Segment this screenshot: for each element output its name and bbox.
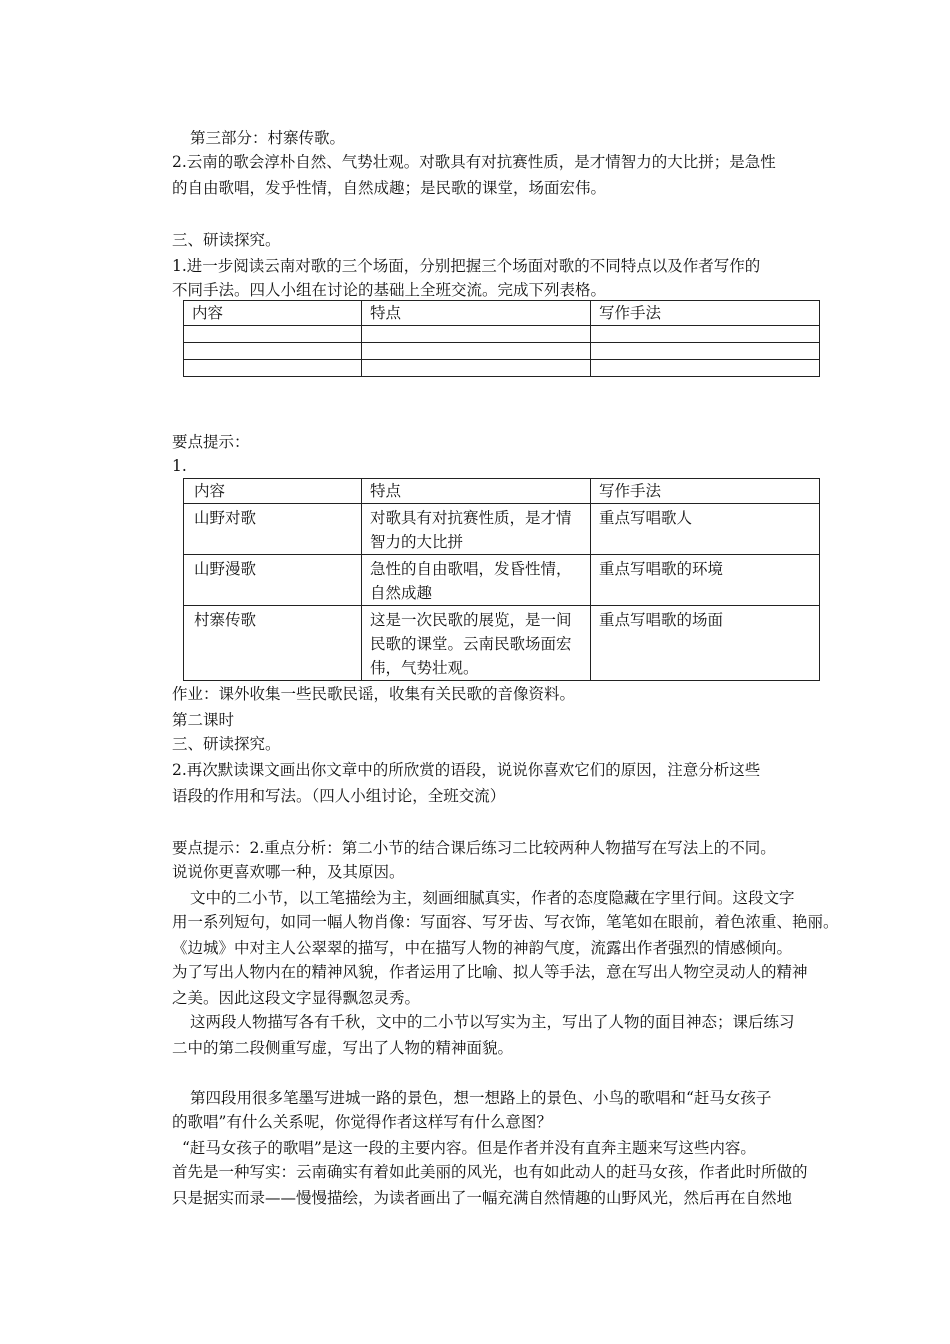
feature-cell: 急性的自由歌唱，发昏性情，自然成趣 (362, 555, 591, 606)
feature-cell: 这是一次民歌的展览，是一间民歌的课堂。云南民歌场面宏伟，气势壮观。 (362, 606, 591, 681)
content-cell: 山野对歌 (184, 504, 362, 555)
task1-line-2: 不同手法。四人小组在讨论的基础上全班交流。完成下列表格。 (172, 281, 607, 299)
table-row (184, 504, 820, 555)
para-a-line-2: 用一系列短句，如同一幅人物肖像：写面容、写牙齿、写衣饰，笔笔如在眼前，着色浓重、艳丽。 (172, 913, 839, 931)
task2-line-2: 语段的作用和写法。（四人小组讨论，全班交流） (172, 787, 506, 805)
para-b-line-1: 《边城》中对主人公翠翠的描写，中在描写人物的神韵气度，流露出作者强烈的情感倾向。 (172, 939, 793, 957)
section-heading: 三、研读探究。 (172, 231, 281, 249)
table-row (184, 606, 820, 681)
technique-cell: 重点写唱歌的环境 (591, 555, 820, 606)
para-d-line-2: 的歌唱”有什么关系呢，你觉得作者这样写有什么意图？ (172, 1113, 552, 1131)
header-cell: 特点 (362, 301, 591, 326)
lesson-two-title: 第二课时 (172, 711, 235, 729)
technique-cell: 重点写唱歌人 (591, 504, 820, 555)
feature-cell: 对歌具有对抗赛性质，是才情智力的大比拼 (362, 504, 591, 555)
hint-number: 1. (172, 457, 187, 475)
header-cell: 写作手法 (591, 479, 820, 504)
header-cell: 内容 (184, 479, 362, 504)
section-heading: 三、研读探究。 (172, 735, 281, 753)
table-row (184, 326, 820, 343)
technique-cell: 重点写唱歌的场面 (591, 606, 820, 681)
hint2-line-1: 要点提示：2.重点分析：第二小节的结合课后练习二比较两种人物描写在写法上的不同。 (172, 839, 776, 857)
part3-title: 第三部分：村寨传歌。 (190, 129, 346, 147)
para-a-line-1: 文中的二小节，以工笔描绘为主，刻画细腻真实，作者的态度隐藏在字里行间。这段文字 (190, 889, 795, 907)
table-header-row (184, 301, 820, 326)
para-e-line-2: 首先是一种写实：云南确实有着如此美丽的风光，也有如此动人的赶马女孩，作者此时所做的 (172, 1163, 808, 1181)
para-e-line-1: “赶马女孩子的歌唱”是这一段的主要内容。但是作者并没有直奔主题来写这些内容。 (182, 1139, 756, 1157)
table-row (184, 360, 820, 377)
table-row (184, 555, 820, 606)
para-c-line-1: 这两段人物描写各有千秋，文中的二小节以写实为主，写出了人物的面目神态；课后练习 (190, 1013, 795, 1031)
para-c-line-2: 二中的第二段侧重写虚，写出了人物的精神面貌。 (172, 1039, 514, 1057)
blank-table (183, 300, 820, 377)
para-e-line-3: 只是据实而录——慢慢描绘，为读者画出了一幅充满自然情趣的山野风光，然后再在自然地 (172, 1189, 793, 1207)
homework: 作业：课外收集一些民歌民谣，收集有关民歌的音像资料。 (172, 685, 576, 703)
table-row (184, 343, 820, 360)
content-cell: 山野漫歌 (184, 555, 362, 606)
summary-line-1: 2.云南的歌会淳朴自然、气势壮观。对歌具有对抗赛性质，是才情智力的大比拼；是急性 (172, 153, 776, 171)
para-b-line-2: 为了写出人物内在的精神风貌，作者运用了比喻、拟人等手法，意在写出人物空灵动人的精神 (172, 963, 808, 981)
answer-table (183, 478, 820, 681)
task2-line-1: 2.再次默读课文画出你文章中的所欣赏的语段，说说你喜欢它们的原因，注意分析这些 (172, 761, 761, 779)
hint-heading: 要点提示： (172, 433, 250, 451)
header-cell: 内容 (184, 301, 362, 326)
hint2-line-2: 说说你更喜欢哪一种，及其原因。 (172, 863, 405, 881)
content-cell: 村寨传歌 (184, 606, 362, 681)
summary-line-2: 的自由歌唱，发乎性情，自然成趣；是民歌的课堂，场面宏伟。 (172, 179, 607, 197)
header-cell: 写作手法 (591, 301, 820, 326)
para-d-line-1: 第四段用很多笔墨写进城一路的景色，想一想路上的景色、小鸟的歌唱和“赶马女孩子 (190, 1089, 772, 1107)
table-header-row (184, 479, 820, 504)
para-b-line-3: 之美。因此这段文字显得飘忽灵秀。 (172, 989, 421, 1007)
header-cell: 特点 (362, 479, 591, 504)
task1-line-1: 1.进一步阅读云南对歌的三个场面，分别把握三个场面对歌的不同特点以及作者写作的 (172, 257, 761, 275)
